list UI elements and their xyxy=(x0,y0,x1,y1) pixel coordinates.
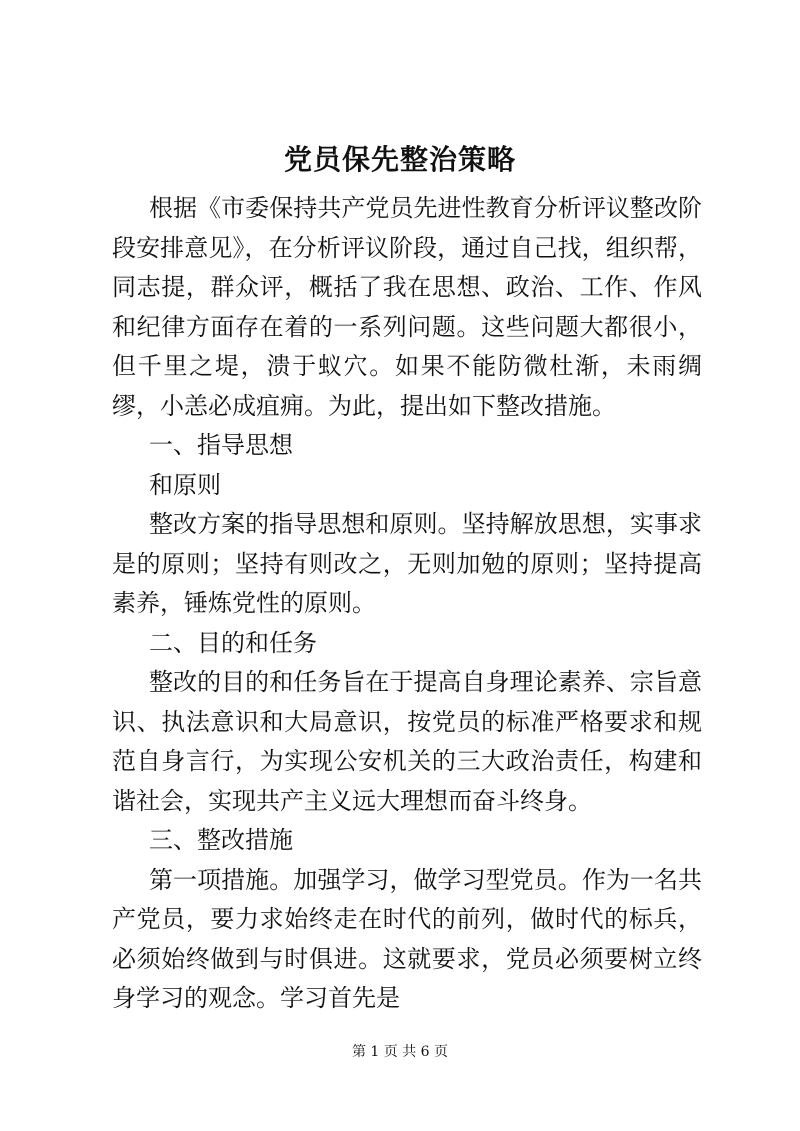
goals-paragraph: 整改的目的和任务旨在于提高自身理论素养、宗旨意识、执法意识和大局意识，按党员的标准严格要求和规范自身言行，为实现公安机关的三大政治责任，构建和谐社会，实现共产主义远大理想而奋斗终身。 xyxy=(112,668,702,815)
document-title: 党员保先整治策略 xyxy=(283,143,516,176)
section-heading-measures: 三、整改措施 xyxy=(149,826,293,854)
section-heading-goals: 二、目的和任务 xyxy=(149,628,317,657)
principles-paragraph: 整改方案的指导思想和原则。坚持解放思想，实事求是的原则；坚持有则改之，无则加勉的原则；坚持提高素养，锤炼党性的原则。 xyxy=(112,510,702,617)
page-number-footer: 第 1 页 共 6 页 xyxy=(351,1044,449,1060)
intro-paragraph: 根据《市委保持共产党员先进性教育分析评议整改阶段安排意见》，在分析评议阶段，通过自己找，组织帮，同志提，群众评，概括了我在思想、政治、工作、作风和纪律方面存在着的一系列问题。这些问题大都很小，但千里之堤，溃于蚁穴。如果不能防微杜渐，未雨绸缪，小恙必成疽痈。为此，提出如下整改措施。 xyxy=(112,194,702,420)
section-heading-principles: 和原则 xyxy=(149,470,221,499)
section-heading-guiding-thought: 一、指导思想 xyxy=(149,431,293,459)
document-body xyxy=(112,189,702,1019)
measures-paragraph: 第一项措施。加强学习，做学习型党员。作为一名共产党员，要力求始终走在时代的前列，做时代的标兵，必须始终做到与时俱进。这就要求，党员必须要树立终身学习的观念。学习首先是 xyxy=(112,865,702,1012)
